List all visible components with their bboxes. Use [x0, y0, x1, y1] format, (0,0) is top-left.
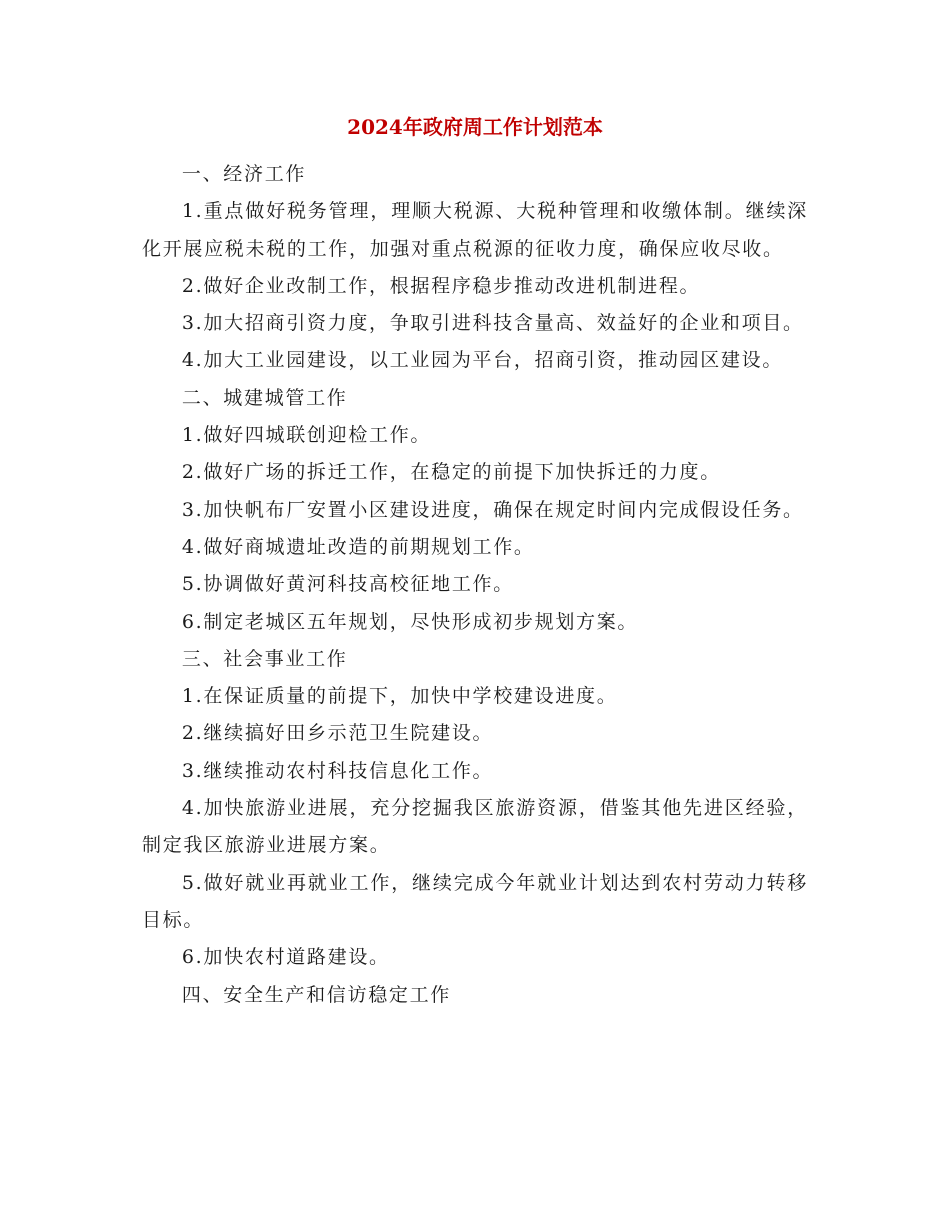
paragraph: 4.做好商城遗址改造的前期规划工作。	[181, 535, 535, 558]
paragraph: 6.加快农村道路建设。	[181, 946, 390, 969]
paragraph: 5.协调做好黄河科技高校征地工作。	[181, 573, 514, 596]
paragraph: 3.继续推动农村科技信息化工作。	[181, 759, 494, 782]
paragraph: 2.做好广场的拆迁工作，在稳定的前提下加快拆迁的力度。	[181, 461, 721, 484]
paragraph: 1.重点做好税务管理，理顺大税源、大税种管理和收缴体制。继续深化开展应税未税的工作，加强对重点税源的征收力度，确保应收尽收。	[142, 200, 808, 260]
section-heading-safety: 四、安全生产和信访稳定工作	[181, 983, 451, 1006]
paragraph: 4.加大工业园建设，以工业园为平台，招商引资，推动园区建设。	[181, 349, 784, 372]
section-heading-urban: 二、城建城管工作	[181, 386, 348, 409]
paragraph: 3.加大招商引资力度，争取引进科技含量高、效益好的企业和项目。	[181, 312, 804, 335]
section-heading-social: 三、社会事业工作	[181, 647, 348, 670]
section-heading-economy: 一、经济工作	[181, 163, 307, 185]
paragraph: 4.加快旅游业进展，充分挖掘我区旅游资源，借鉴其他先进区经验，制定我区旅游业进展方案。	[142, 797, 808, 857]
document-title: 2024年政府周工作计划范本	[347, 115, 603, 139]
paragraph: 1.在保证质量的前提下，加快中学校建设进度。	[181, 685, 618, 708]
paragraph: 2.继续搞好田乡示范卫生院建设。	[181, 722, 494, 745]
paragraph: 2.做好企业改制工作，根据程序稳步推动改进机制进程。	[181, 274, 701, 297]
paragraph: 5.做好就业再就业工作，继续完成今年就业计划达到农村劳动力转移目标。	[142, 871, 808, 931]
paragraph: 6.制定老城区五年规划，尽快形成初步规划方案。	[181, 610, 639, 633]
document-body	[142, 156, 808, 1014]
paragraph: 1.做好四城联创迎检工作。	[181, 424, 432, 447]
paragraph: 3.加快帆布厂安置小区建设进度，确保在规定时间内完成假设任务。	[181, 498, 804, 521]
